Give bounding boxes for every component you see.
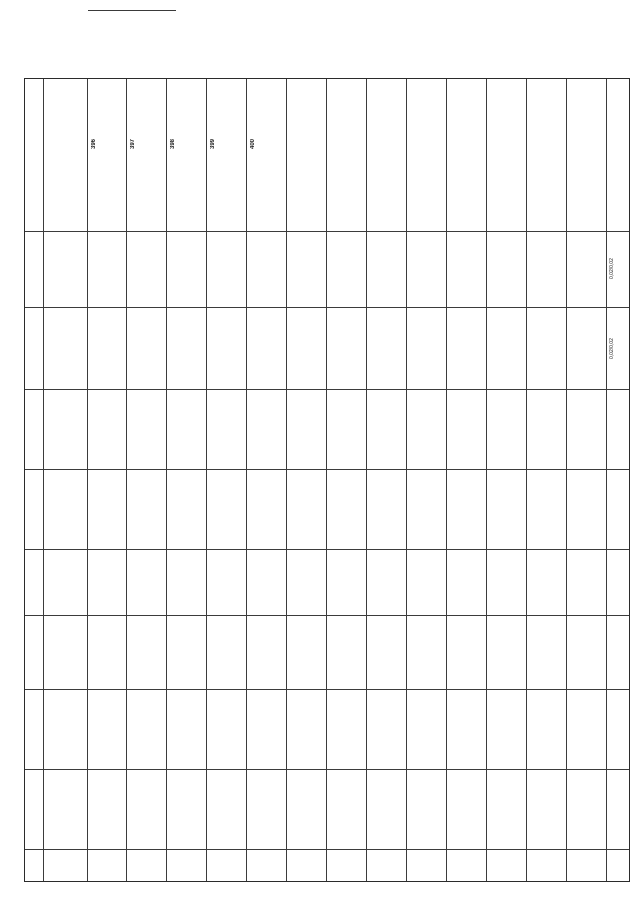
col-line: [406, 79, 407, 881]
row-line: [25, 689, 629, 690]
col-line: [446, 79, 447, 881]
header-address: [27, 239, 41, 299]
header-other: [27, 397, 41, 463]
col-line: [246, 79, 247, 881]
row-line: [25, 769, 629, 770]
col-line: [126, 79, 127, 881]
row-line: [25, 849, 629, 850]
col-line: [366, 79, 367, 881]
col-line: [87, 79, 88, 881]
row-line: [25, 549, 629, 550]
row-number: 397: [130, 139, 136, 150]
row-number: 398: [170, 139, 176, 150]
table-frame: [24, 78, 630, 882]
col-line: [43, 79, 44, 881]
side-value: 0,02/0,02: [609, 258, 615, 279]
col-line: [166, 79, 167, 881]
row-line: [25, 231, 629, 232]
col-line: [326, 79, 327, 881]
header-source: [27, 315, 41, 381]
row-number: 400: [250, 139, 256, 150]
header-name: [27, 89, 41, 219]
col-line: [566, 79, 567, 881]
row-line: [25, 389, 629, 390]
row-line: [25, 307, 629, 308]
row-line: [25, 615, 629, 616]
col-line: [286, 79, 287, 881]
col-line: [206, 79, 207, 881]
col-line: [486, 79, 487, 881]
margin-artifact: [5, 40, 19, 560]
top-rule: [88, 10, 176, 11]
row-number: 399: [210, 139, 216, 150]
row-number: 396: [91, 139, 97, 150]
col-line: [526, 79, 527, 881]
row-line: [25, 469, 629, 470]
side-value: 0,02/0,02: [609, 338, 615, 359]
col-line: [606, 79, 607, 881]
